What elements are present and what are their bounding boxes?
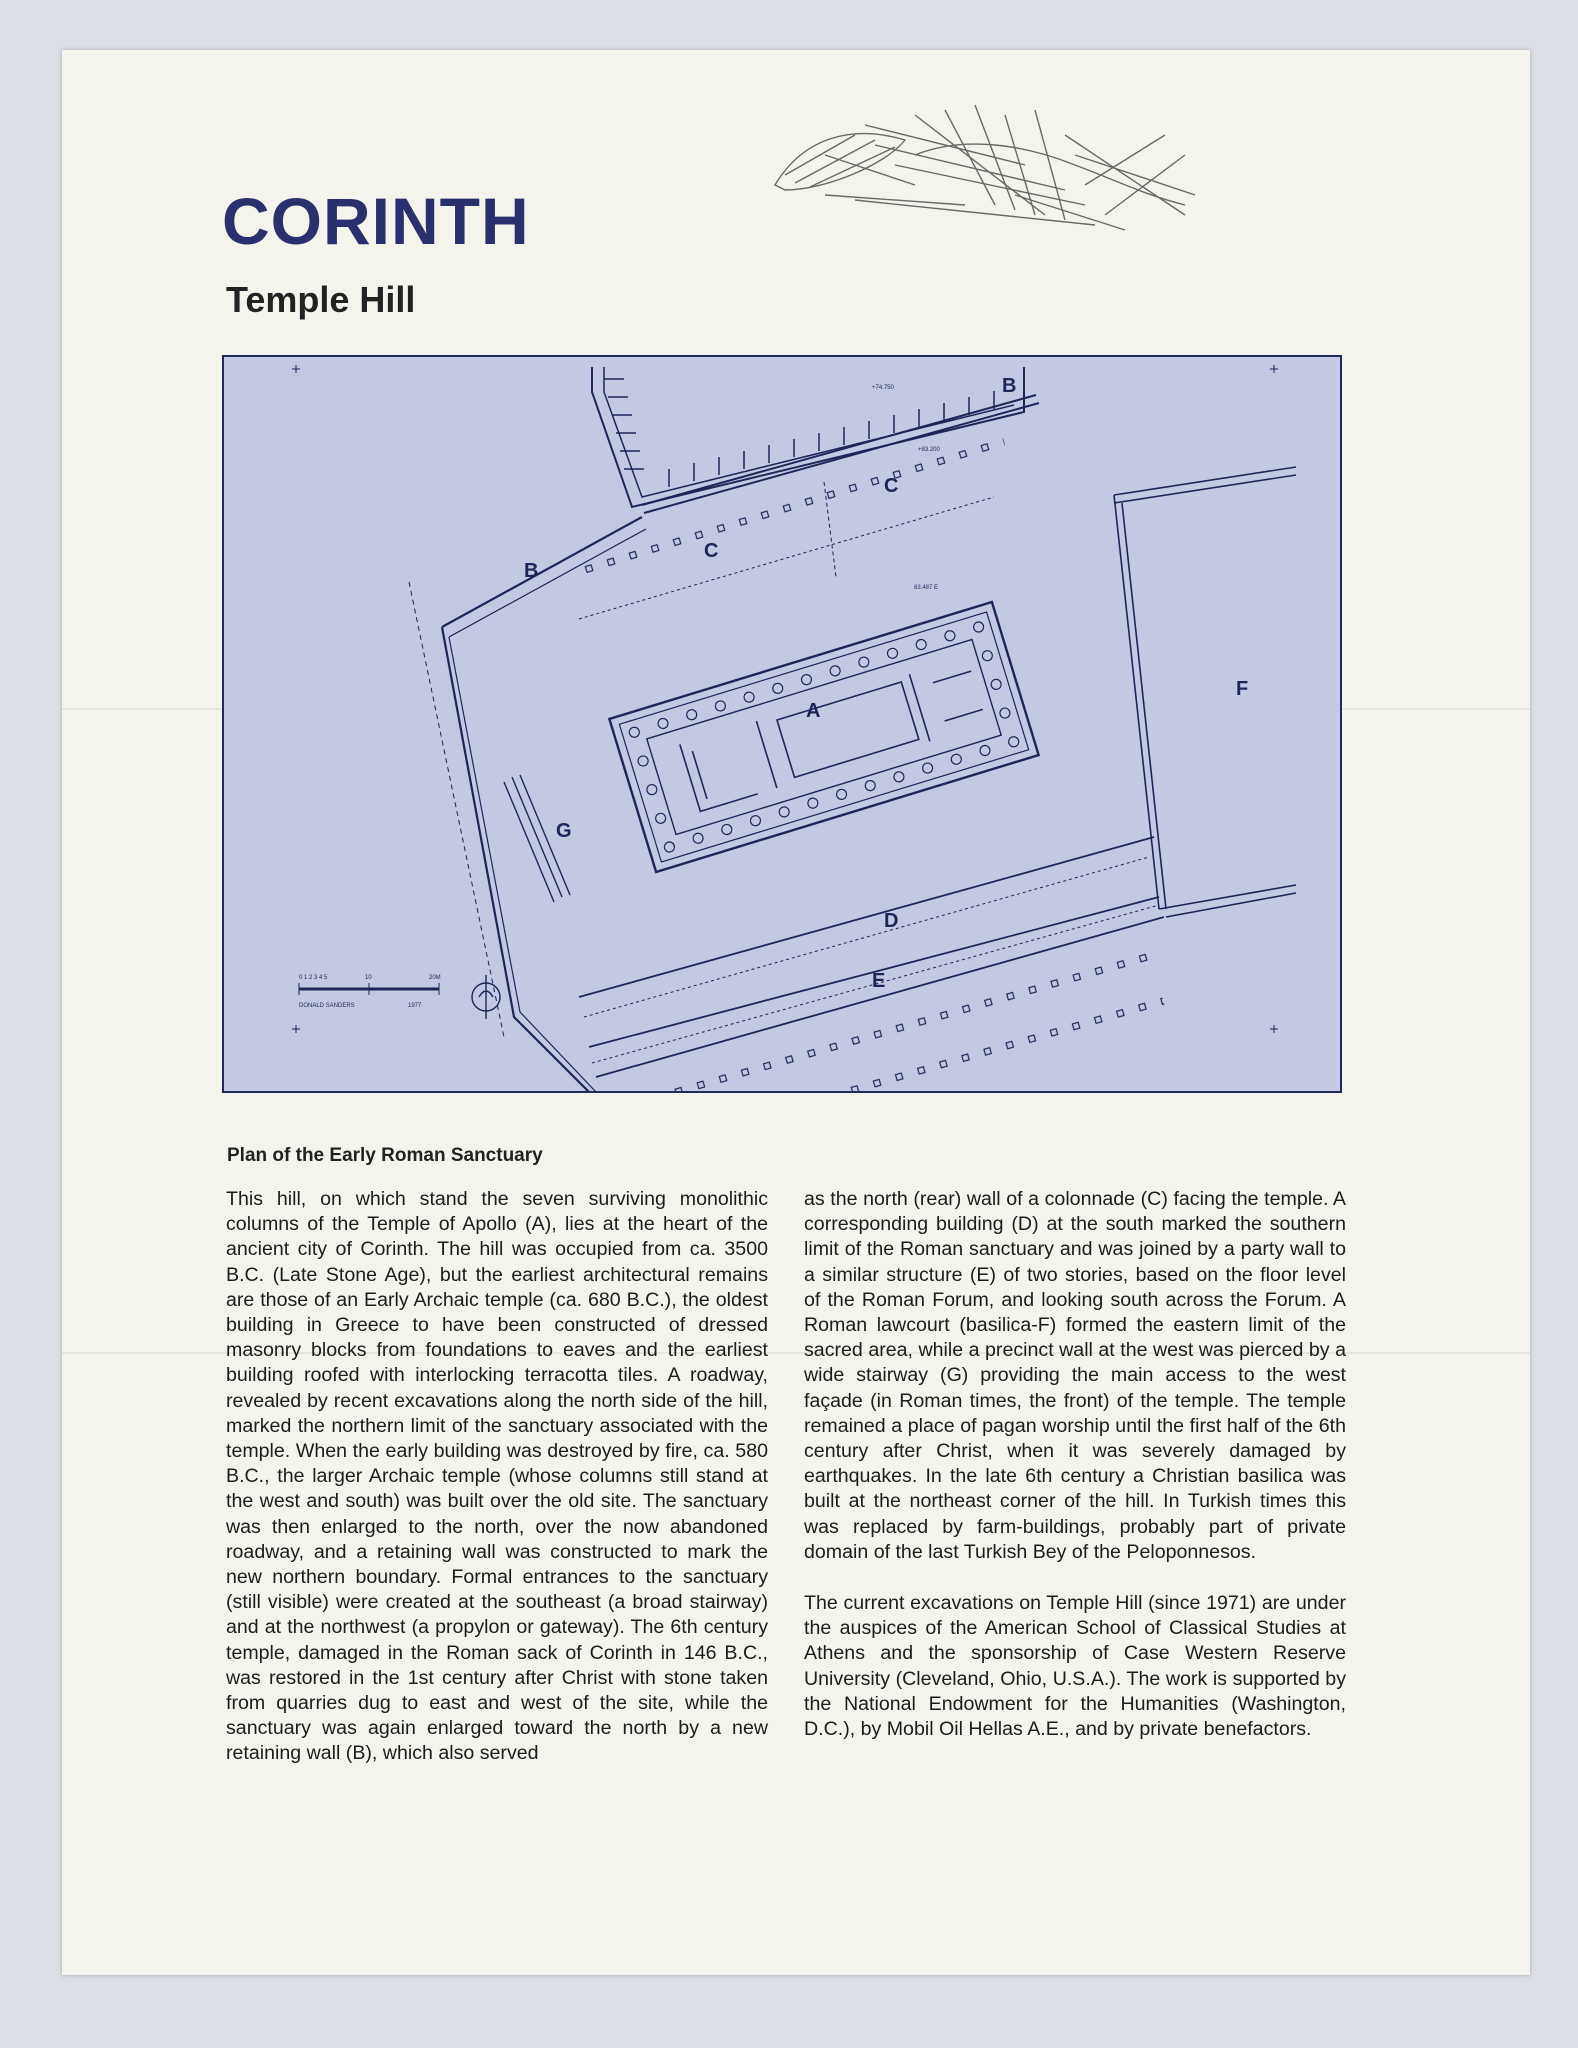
elevation-3: 83.487 E [914, 585, 939, 591]
body-paragraph: The current excavations on Temple Hill (since 1971) are under the auspices of the American School of Classical Studies at Athens and the sponsorship of Case Western Reserve University (Cleveland, Ohio, U.S.A.). The work is supported by the National Endowment for the Humanities (Washington, D.C.), by Mobil Oil Hellas A.E., and by private benefactors. [804, 1592, 1346, 1741]
text-column-left [226, 1187, 768, 1793]
plan-caption: Plan of the Early Roman Sanctuary [227, 1145, 543, 1166]
site-plan [222, 355, 1342, 1093]
label-c-east: C [884, 475, 899, 497]
label-g: G [556, 820, 572, 842]
pencil-scribble [765, 95, 1205, 245]
scale-end: 20M [429, 975, 441, 981]
label-c-west: C [704, 540, 719, 562]
page-title: CORINTH [222, 184, 530, 258]
scale-ticks: 0 1 2 3 4 5 [299, 975, 328, 981]
label-d: D [884, 910, 899, 932]
body-paragraph: as the north (rear) wall of a colonnade (C) facing the temple. A corresponding building (D) at the south marked the southern limit of the Roman sanctuary and was joined by a party wall to a similar structure (E) of two stories, based on the floor level of the Roman Forum, and looking south across the Forum. A Roman lawcourt (basilica-F) formed the eastern limit of the sacred area, while a precinct wall at the west was pierced by a wide stairway (G) providing the main access to the west façade (in Roman times, the front) of the temple. The temple remained a place of pagan worship until the first half of the 6th century after Christ, when it was severely damaged by earthquakes. In the late 6th century a Christian basilica was built at the northeast corner of the hill. In Turkish times this was replaced by farm-buildings, probably part of private domain of the last Turkish Bey of the Peloponnesos. [804, 1188, 1346, 1563]
page-subtitle: Temple Hill [226, 279, 416, 320]
plan-author: DONALD SANDERS [299, 1003, 355, 1009]
label-a: A [806, 700, 821, 722]
label-e: E [872, 970, 886, 992]
elevation-2: +83.200 [918, 447, 940, 453]
scale-mid: 10 [365, 975, 372, 981]
elevation-1: +74.750 [872, 385, 894, 391]
site-plan-drawing [224, 357, 1340, 1091]
plan-year: 1977 [408, 1003, 422, 1009]
label-f: F [1236, 678, 1249, 700]
text-column-right [804, 1187, 1346, 1768]
label-b-west: B [524, 560, 539, 582]
label-b-north: B [1002, 375, 1017, 397]
body-paragraph: This hill, on which stand the seven surviving monolithic columns of the Temple of Apollo (A), lies at the heart of the ancient city of Corinth. The hill was occupied from ca. 3500 B.C. (Late Stone Age), but the earliest architectural remains are those of an Early Archaic temple (ca. 680 B.C.), the oldest building in Greece to have been constructed of dressed masonry blocks from foundations to eaves and the earliest building roofed with interlocking terracotta tiles. A roadway, revealed by recent excavations along the north side of the hill, marked the northern limit of the sanctuary associated with the temple. When the early building was destroyed by fire, ca. 580 B.C., the larger Archaic temple (whose columns still stand at the west and south) was built over the old site. The sanctuary was then enlarged to the north, over the now abandoned roadway, and a retaining wall was constructed to mark the new northern boundary. Formal entrances to the sanctuary (still visible) were created at the southeast (a broad stairway) and at the northwest (a propylon or gateway). The 6th century temple, damaged in the Roman sack of Corinth in 146 B.C., was restored in the 1st century after Christ with stone taken from quarries dug to east and west of the site, while the sanctuary was again enlarged toward the north by a new retaining wall (B), which also served [226, 1188, 768, 1765]
